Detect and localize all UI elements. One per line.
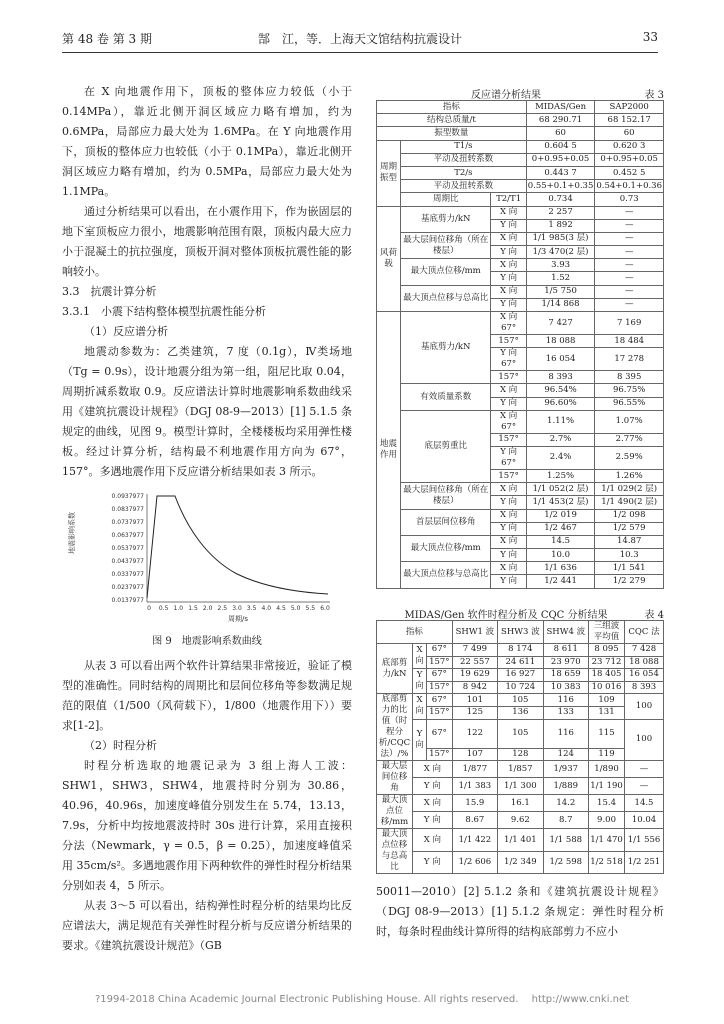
y-tick-label: 0.0637977 xyxy=(111,532,144,539)
x-tick-label: 0.5 xyxy=(158,605,169,612)
table-cell: 1/3 470(2 层) xyxy=(526,246,595,259)
x-tick-label: 1.0 xyxy=(173,605,184,612)
table-cell: 157° xyxy=(427,656,453,669)
subsection-heading: 3.3.1 小震下结构整体模型抗震性能分析 xyxy=(62,305,266,318)
table-cell: X 向 xyxy=(413,829,453,852)
table-cell: 60 xyxy=(526,127,595,140)
table-cell: 68 152.17 xyxy=(595,114,664,127)
table-cell: 1/1 383 xyxy=(452,778,497,795)
table-cell: 9.62 xyxy=(498,812,543,829)
table-cell: 1/2 349 xyxy=(498,851,543,874)
table-cell: 10 016 xyxy=(589,681,625,694)
x-axis-label: 周期/s xyxy=(227,615,249,623)
paragraph: 在 X 向地震作用下，顶板的整体应力较低（小于 0.14MPa），靠近北侧开洞区域应力略有增加，约为 0.6MPa，局部应力最大处为 1.6MPa。在 Y 向地震作用下，顶板的整体应力也较低（小于 0.1MPa），靠近北侧开洞区域应力略有增加，约为 0.5MPa，局部应力最大处为 1.1MPa。 xyxy=(62,85,352,198)
table-cell: 1/1 052(2 层) xyxy=(526,483,595,496)
table-cell: 24 611 xyxy=(498,656,543,669)
running-title: 郜 江，等．上海天文馆结构抗震设计 xyxy=(257,32,462,46)
table-cell: T1/s xyxy=(401,140,527,153)
table-group: 底部剪力的比值（时程分析/CQC 法）/% xyxy=(377,694,413,761)
table-cell: — xyxy=(625,778,664,795)
table-cell: 1/1 490(2 层) xyxy=(595,496,664,509)
table-cell: 1/2 598 xyxy=(543,851,588,874)
table-cell: 0.452 5 xyxy=(595,166,664,179)
table-cell: 105 xyxy=(498,719,543,748)
y-tick-label: 0.0937977 xyxy=(111,493,144,500)
table-cell: 有效质量系数 xyxy=(401,384,491,410)
table-header: SHW4 波 xyxy=(543,621,588,644)
table-cell: 67° xyxy=(427,669,453,682)
table-cell: 0.604 5 xyxy=(526,140,595,153)
table-cell: 7 427 xyxy=(526,312,595,335)
table-cell: X 向 xyxy=(413,795,453,812)
table-cell: 157° xyxy=(427,681,453,694)
figure-9 xyxy=(62,488,352,628)
table-cell: 2.4% xyxy=(526,446,595,469)
table-cell: 1/5 750 xyxy=(526,285,595,298)
table-group: 周期振型 xyxy=(377,140,401,206)
table-cell: 1/857 xyxy=(498,761,543,778)
x-tick-label: 6.0 xyxy=(320,605,330,612)
table-cell: 116 xyxy=(543,719,588,748)
table-cell: 1/1 556 xyxy=(625,829,664,852)
table-cell: Y 向 xyxy=(413,719,427,761)
angle: 67° xyxy=(501,421,517,432)
copyright-footer: ?1994-2018 China Academic Journal Electronic Publishing House. All rights reserved. http://www.cnki.net xyxy=(94,994,630,1005)
table-cell: 8 611 xyxy=(543,644,588,657)
table-cell: 1/2 518 xyxy=(589,851,625,874)
dir: X 向 xyxy=(499,410,518,421)
table-cell: 19 629 xyxy=(452,669,497,682)
table-header: MIDAS/Gen xyxy=(526,101,595,114)
table-cell: 1/1 541 xyxy=(595,562,664,575)
table-cell: X 向 xyxy=(491,384,526,397)
angle: 67° xyxy=(501,323,517,333)
table-cell: 底层剪重比 xyxy=(401,410,491,482)
table-header: SHW3 波 xyxy=(498,621,543,644)
table-cell: 157° xyxy=(491,433,526,446)
table-cell: 最大顶点位移/mm xyxy=(377,795,413,829)
table-3-caption xyxy=(376,86,664,101)
dir: X 向 xyxy=(499,312,518,322)
table-cell: 首层层间位移角 xyxy=(401,509,491,535)
table-cell: — xyxy=(595,246,664,259)
table-group: 风荷载 xyxy=(377,206,401,312)
spectrum-curve xyxy=(147,496,328,598)
table-cell: X 向 xyxy=(413,694,427,719)
right-column-text: 50011—2010）[2] 5.1.2 条和《建筑抗震设计规程》（DGJ 08-9—2013）[1] 5.1.2 条规定：弹性时程分析时，每条时程曲线计算所得的结构底部剪力不应小 xyxy=(376,885,664,938)
table-header: SAP2000 xyxy=(595,101,664,114)
table-cell: X 向 xyxy=(491,535,526,548)
paragraph: 通过分析结果可以看出，在小震作用下，作为嵌固层的地下室顶板应力很小，地震影响范围有限，顶板内最大应力小于混凝土的抗拉强度，顶板开洞对整体顶板抗震性能的影响较小。 xyxy=(62,205,352,278)
table-cell: 3.93 xyxy=(526,259,595,272)
table-cell: 14.5 xyxy=(526,535,595,548)
table-cell: Y 向 xyxy=(491,522,526,535)
table-cell: 157° xyxy=(427,706,453,719)
table-cell: 2 257 xyxy=(526,206,595,219)
table-cell: 1/1 453(2 层) xyxy=(526,496,595,509)
table-header: 指标 xyxy=(377,621,453,644)
table-cell: 7 169 xyxy=(595,312,664,335)
table-cell: 122 xyxy=(452,719,497,748)
table-cell: 67° xyxy=(427,644,453,657)
table-cell: 10.0 xyxy=(526,549,595,562)
y-tick-label: 0.0837977 xyxy=(111,506,144,513)
table-cell: 107 xyxy=(452,748,497,761)
table-cell: 8 395 xyxy=(595,371,664,384)
table-cell: 1.26% xyxy=(595,469,664,482)
table-cell xyxy=(491,410,526,433)
table-cell: 0+0.95+0.05 xyxy=(595,153,664,166)
table-cell: 15.9 xyxy=(452,795,497,812)
table-cell: 10 383 xyxy=(543,681,588,694)
table-cell: 96.75% xyxy=(595,384,664,397)
table-cell: 平动及扭转系数 xyxy=(401,180,527,193)
table-cell: 96.54% xyxy=(526,384,595,397)
angle: 67° xyxy=(501,457,517,468)
table-cell: 2.59% xyxy=(595,446,664,469)
table-cell: 最大层间位移角（所在楼层） xyxy=(401,232,491,258)
table-cell: 0.54+0.1+0.36 xyxy=(595,180,664,193)
table-cell: Y 向 xyxy=(413,851,453,874)
table-cell: 131 xyxy=(589,706,625,719)
table-cell: 8 393 xyxy=(526,371,595,384)
table-cell: T2/T1 xyxy=(491,193,526,206)
figure-caption: 图 9 地震影响系数曲线 xyxy=(152,636,262,647)
table-cell: 101 xyxy=(452,694,497,707)
table-cell: 2.77% xyxy=(595,433,664,446)
table-cell: 105 xyxy=(498,694,543,707)
table-cell: 23 970 xyxy=(543,656,588,669)
table-cell: 136 xyxy=(498,706,543,719)
table-cell: 1.07% xyxy=(595,410,664,433)
table-cell: Y 向 xyxy=(491,219,526,232)
y-tick-label: 0.0737977 xyxy=(111,519,144,526)
page-number: 33 xyxy=(642,30,658,44)
table-cell: 最大层间位移角 xyxy=(377,761,413,795)
table-cell: 8.67 xyxy=(452,812,497,829)
table-cell: 0.443 7 xyxy=(526,166,595,179)
table-cell: 96.55% xyxy=(595,397,664,410)
table-cell: — xyxy=(595,232,664,245)
table-cell: 1/2 019 xyxy=(526,509,595,522)
table-cell: 0.55+0.1+0.35 xyxy=(526,180,595,193)
table-title: MIDAS/Gen 软件时程分析及 CQC 分析结果 xyxy=(404,610,608,621)
table-cell: X 向 xyxy=(491,206,526,219)
table-cell: 14.5 xyxy=(625,795,664,812)
table-cell: 115 xyxy=(589,719,625,748)
table-cell: Y 向 xyxy=(413,778,453,795)
table-cell: 1/937 xyxy=(543,761,588,778)
table-number: 表 3 xyxy=(644,90,664,101)
table-cell: 8 393 xyxy=(625,681,664,694)
table-header: 三组波平均值 xyxy=(589,621,625,644)
dir: Y 向 xyxy=(500,348,518,359)
table-cell: 1/1 190 xyxy=(589,778,625,795)
table-cell: 157° xyxy=(491,469,526,482)
table-cell: 1/1 470 xyxy=(589,829,625,852)
table-cell: X 向 xyxy=(491,509,526,522)
table-cell: 17 278 xyxy=(595,348,664,371)
table-4 xyxy=(376,620,664,874)
y-tick-label: 0.0537977 xyxy=(111,545,144,552)
table-cell: 1/877 xyxy=(452,761,497,778)
table-cell: 0.734 xyxy=(526,193,595,206)
table-header: CQC 法 xyxy=(625,621,664,644)
x-tick-label: 5.5 xyxy=(305,605,316,612)
table-cell: Y 向 xyxy=(413,669,427,694)
table-cell: 16 054 xyxy=(526,348,595,371)
table-title: 反应谱分析结果 xyxy=(471,90,541,101)
table-cell: 1/1 029(2 层) xyxy=(595,483,664,496)
sub-heading: （2）时程分析 xyxy=(84,739,157,752)
table-cell: 1/2 579 xyxy=(595,522,664,535)
table-cell: 23 712 xyxy=(589,656,625,669)
table-cell: 平动及扭转系数 xyxy=(401,153,527,166)
table-cell: 1.25% xyxy=(526,469,595,482)
table-cell: 100 xyxy=(625,694,664,719)
table-cell: — xyxy=(625,761,664,778)
table-cell: 14.2 xyxy=(543,795,588,812)
table-cell: 基底剪力/kN xyxy=(401,206,491,232)
table-cell: 1/1 401 xyxy=(498,829,543,852)
y-tick-label: 0.0437977 xyxy=(111,558,144,565)
table-cell: 1.52 xyxy=(526,272,595,285)
table-cell: 1/1 985(3 层) xyxy=(526,232,595,245)
x-tick-label: 0 xyxy=(147,605,151,612)
table-cell: 18 484 xyxy=(595,335,664,348)
x-tick-label: 1.5 xyxy=(188,605,198,612)
table-group: 底部剪力/kN xyxy=(377,644,413,694)
table-cell: X 向 xyxy=(491,562,526,575)
table-cell: 67° xyxy=(427,694,453,707)
table-cell: 最大顶点位移与总高比 xyxy=(401,285,491,311)
x-tick-label: 3.0 xyxy=(232,605,242,612)
table-cell: 基底剪力/kN xyxy=(401,312,491,384)
table-cell: 109 xyxy=(589,694,625,707)
table-cell: 8.7 xyxy=(543,812,588,829)
table-cell: 最大顶点位移与总高比 xyxy=(377,829,413,874)
table-cell: 周期比 xyxy=(401,193,491,206)
table-number: 表 4 xyxy=(644,610,664,621)
table-cell: 8 174 xyxy=(498,644,543,657)
table-cell: 最大顶点位移/mm xyxy=(401,259,491,285)
table-cell: 157° xyxy=(491,371,526,384)
table-cell: Y 向 xyxy=(491,298,526,311)
paragraph: 时程分析选取的地震记录为 3 组上海人工波：SHW1，SHW3，SHW4，地震持时分别为 30.86，40.96，40.96s，加速度峰值分别发生在 5.74，13.13，7.9s，分析中均按地震波持时 30s 进行计算，采用直接积分法（Newmark，γ = 0.5，β = 0.25），加速度峰值采用 35cm/s²。多遇地震作用下两种软件的弹性时程分析结果分别如表 4，5 所示。 xyxy=(62,759,352,892)
table-cell: 18 659 xyxy=(543,669,588,682)
table-cell: 100 xyxy=(625,719,664,761)
table-cell: — xyxy=(595,219,664,232)
table-cell: 1.11% xyxy=(526,410,595,433)
table-cell: — xyxy=(595,285,664,298)
table-cell: 7 428 xyxy=(625,644,664,657)
table-cell: — xyxy=(595,298,664,311)
table-cell: 0.73 xyxy=(595,193,664,206)
table-cell: 18 088 xyxy=(625,656,664,669)
table-cell: 9.00 xyxy=(589,812,625,829)
table-cell: 16.1 xyxy=(498,795,543,812)
table-3 xyxy=(376,100,664,589)
sub-heading: （1）反应谱分析 xyxy=(84,325,168,338)
table-cell: 1/1 300 xyxy=(498,778,543,795)
paragraph: 从表 3～5 可以看出，结构弹性时程分析的结果均比反应谱法大，满足规范有关弹性时程分析与反应谱分析结果的要求。《建筑抗震设计规范》（GB xyxy=(62,899,352,952)
table-cell: — xyxy=(595,206,664,219)
table-cell: Y 向 xyxy=(491,246,526,259)
response-spectrum-chart xyxy=(62,488,352,628)
table-cell: 96.60% xyxy=(526,397,595,410)
table-cell: T2/s xyxy=(401,166,527,179)
table-cell: 67° xyxy=(427,719,453,748)
table-cell: 最大层间位移角（所在楼层） xyxy=(401,483,491,509)
table-cell: X 向 xyxy=(491,259,526,272)
table-cell: 0.620 3 xyxy=(595,140,664,153)
table-cell: X 向 xyxy=(491,232,526,245)
table-cell: 157° xyxy=(491,335,526,348)
x-tick-label: 5.0 xyxy=(290,605,301,612)
section-heading: 3.3 抗震计算分析 xyxy=(62,285,157,298)
table-cell: 18 088 xyxy=(526,335,595,348)
table-cell: 结构总质量/t xyxy=(377,114,527,127)
table-cell: 128 xyxy=(498,748,543,761)
table-cell: 14.87 xyxy=(595,535,664,548)
table-cell: X 向 xyxy=(413,644,427,669)
table-cell: Y 向 xyxy=(491,575,526,588)
table-cell: 16 927 xyxy=(498,669,543,682)
left-column-lower xyxy=(62,656,352,956)
table-cell: 8 095 xyxy=(589,644,625,657)
table-cell: 最大顶点位移/mm xyxy=(401,535,491,561)
table-cell: 1/890 xyxy=(589,761,625,778)
table-cell xyxy=(491,446,526,469)
x-tick-label: 2.5 xyxy=(217,605,228,612)
table-cell: 18 405 xyxy=(589,669,625,682)
table-cell: 1 892 xyxy=(526,219,595,232)
y-tick-label: 0.0337977 xyxy=(111,571,144,578)
table-cell xyxy=(491,312,526,335)
table-cell: 60 xyxy=(595,127,664,140)
table-cell: X 向 xyxy=(413,761,453,778)
x-tick-label: 4.0 xyxy=(261,605,272,612)
table-cell: 16 054 xyxy=(625,669,664,682)
table-cell: 振型数量 xyxy=(377,127,527,140)
table-cell: 2.7% xyxy=(526,433,595,446)
table-group: 地震作用 xyxy=(377,312,401,589)
table-cell: 10.3 xyxy=(595,549,664,562)
table-cell: 10 724 xyxy=(498,681,543,694)
table-cell: 133 xyxy=(543,706,588,719)
table-cell: 1/2 279 xyxy=(595,575,664,588)
table-cell: 1/2 251 xyxy=(625,851,664,874)
left-column xyxy=(62,82,352,482)
table-cell: Y 向 xyxy=(491,272,526,285)
x-tick-label: 3.5 xyxy=(246,605,257,612)
table-cell xyxy=(491,348,526,371)
table-4-caption xyxy=(376,606,664,621)
journal-volume: 第 48 卷 第 3 期 xyxy=(62,32,152,46)
table-cell: 0+0.95+0.05 xyxy=(526,153,595,166)
table-cell: 116 xyxy=(543,694,588,707)
table-cell: 8 942 xyxy=(452,681,497,694)
table-cell: 10.04 xyxy=(625,812,664,829)
y-tick-label: 0.0137977 xyxy=(111,597,144,604)
table-cell: 157° xyxy=(427,748,453,761)
paragraph: 地震动参数为：乙类建筑，7 度（0.1g），Ⅳ类场地（Tg = 0.9s），设计地震分组为第一组，阻尼比取 0.04，周期折减系数取 0.9。反应谱法计算时地震影响系数曲线采用《建筑抗震设计规程》（DGJ 08-9—2013）[1] 5.1.5 条规定的曲线，见图 9。模型计算时，全楼楼板均采用弹性楼板。经过计算分析，结构最不利地震作用方向为 67°，157°。多遇地震作用下反应谱分析结果如表 3 所示。 xyxy=(62,345,352,478)
table-cell: 22 557 xyxy=(452,656,497,669)
table-cell: X 向 xyxy=(491,285,526,298)
table-cell: 最大顶点位移与总高比 xyxy=(401,562,491,588)
table-cell: 124 xyxy=(543,748,588,761)
table-cell: 1/2 098 xyxy=(595,509,664,522)
table-cell: Y 向 xyxy=(491,549,526,562)
table-cell: 15.4 xyxy=(589,795,625,812)
table-cell: 1/1 588 xyxy=(543,829,588,852)
y-tick-label: 0.0237977 xyxy=(111,584,144,591)
table-cell: 1/2 467 xyxy=(526,522,595,535)
table-cell: 119 xyxy=(589,748,625,761)
table-cell: 1/1 422 xyxy=(452,829,497,852)
paragraph: 从表 3 可以看出两个软件计算结果非常接近，验证了模型的准确性。同时结构的周期比和层间位移角等参数满足规范的限值（1/500（风荷载下），1/800（地震作用下））要求[1-2]。 xyxy=(62,659,352,732)
table-cell: Y 向 xyxy=(491,397,526,410)
table-cell: — xyxy=(595,272,664,285)
table-cell: — xyxy=(595,259,664,272)
x-tick-label: 2.0 xyxy=(202,605,213,612)
table-cell: 1/889 xyxy=(543,778,588,795)
table-cell: X 向 xyxy=(491,483,526,496)
table-cell: 125 xyxy=(452,706,497,719)
header-rule xyxy=(62,52,658,53)
table-header: 指标 xyxy=(377,101,527,114)
dir: Y 向 xyxy=(500,446,518,457)
table-cell: 68 290.71 xyxy=(526,114,595,127)
y-axis-label: 地震影响系数 xyxy=(68,512,76,554)
table-cell: Y 向 xyxy=(491,496,526,509)
table-cell: 1/14 868 xyxy=(526,298,595,311)
angle: 67° xyxy=(501,359,517,370)
x-tick-label: 4.5 xyxy=(276,605,286,612)
table-cell: 7 499 xyxy=(452,644,497,657)
table-cell: Y 向 xyxy=(413,812,453,829)
table-cell: 1/2 606 xyxy=(452,851,497,874)
page-header xyxy=(62,30,658,50)
table-header: SHW1 波 xyxy=(452,621,497,644)
table-cell: 1/2 441 xyxy=(526,575,595,588)
table-cell: 1/1 636 xyxy=(526,562,595,575)
